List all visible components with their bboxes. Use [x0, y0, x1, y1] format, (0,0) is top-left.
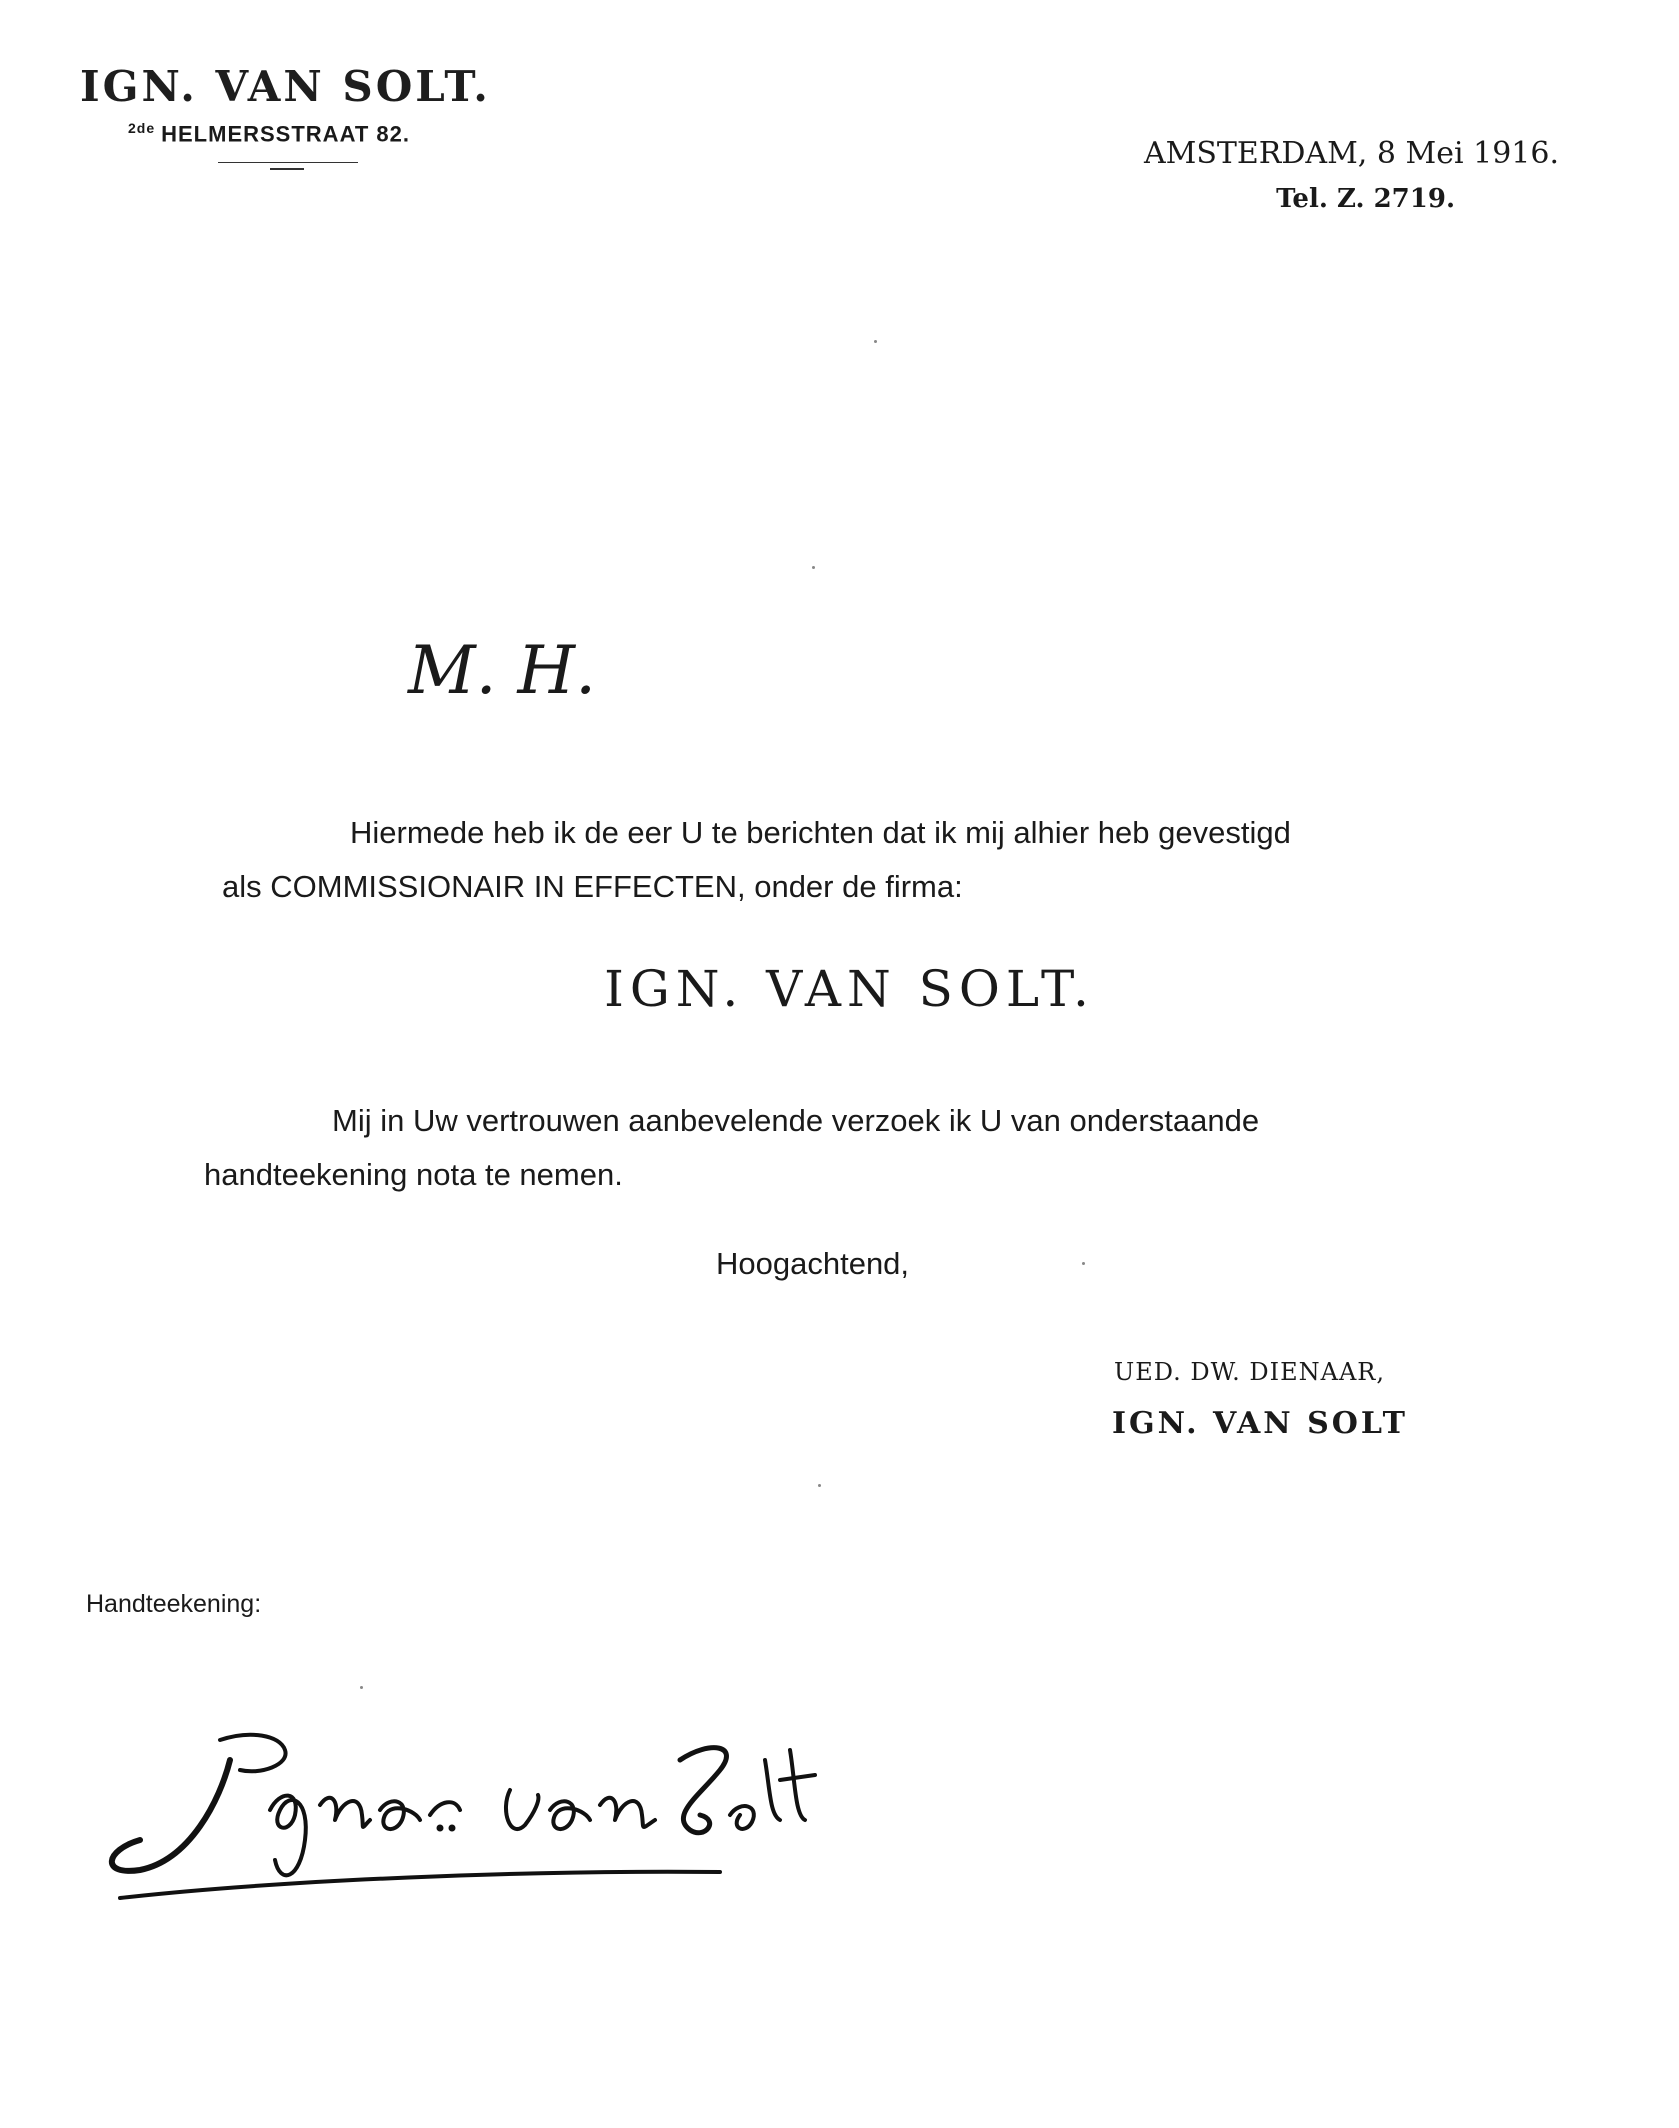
address-street: HELMERSSTRAAT 82.: [161, 121, 410, 147]
paragraph-request: [204, 1094, 1434, 1202]
letterhead-divider-short: [270, 168, 304, 170]
paper-speck: [818, 1484, 821, 1487]
address-ordinal: 2de: [128, 120, 156, 136]
salutation: M. H.: [408, 632, 597, 709]
paper-speck: [1082, 1262, 1085, 1265]
signature-label: Handteekening:: [86, 1590, 262, 1618]
paragraph-line: Mij in Uw vertrouwen aanbevelende verzoek ik U van onderstaande: [332, 1103, 1260, 1138]
paragraph-line: als COMMISSIONAIR IN EFFECTEN, onder de firma:: [222, 869, 963, 904]
handwritten-signature: [80, 1720, 820, 1920]
place-and-date: AMSTERDAM, 8 Mei 1916.: [1143, 136, 1559, 171]
paper-speck: [812, 566, 815, 569]
paper-speck: [360, 1686, 363, 1689]
letterhead-address: [128, 120, 410, 147]
letterhead-divider: [218, 162, 358, 163]
paper-speck: [874, 340, 877, 343]
letterhead-name: IGN. VAN SOLT.: [80, 62, 491, 111]
firm-name-heading: IGN. VAN SOLT.: [604, 960, 1095, 1018]
closing-servant: UED. DW. DIENAAR,: [1114, 1358, 1385, 1386]
paragraph-line: handteekening nota te nemen.: [204, 1157, 623, 1192]
paragraph-line: Hiermede heb ik de eer U te berichten dat ik mij alhier heb gevestigd: [350, 815, 1291, 850]
closing-signatory: IGN. VAN SOLT: [1112, 1406, 1408, 1441]
closing-greeting: Hoogachtend,: [716, 1246, 910, 1281]
telephone-number: Tel. Z. 2719.: [1276, 184, 1455, 214]
paragraph-announcement: [222, 806, 1422, 914]
